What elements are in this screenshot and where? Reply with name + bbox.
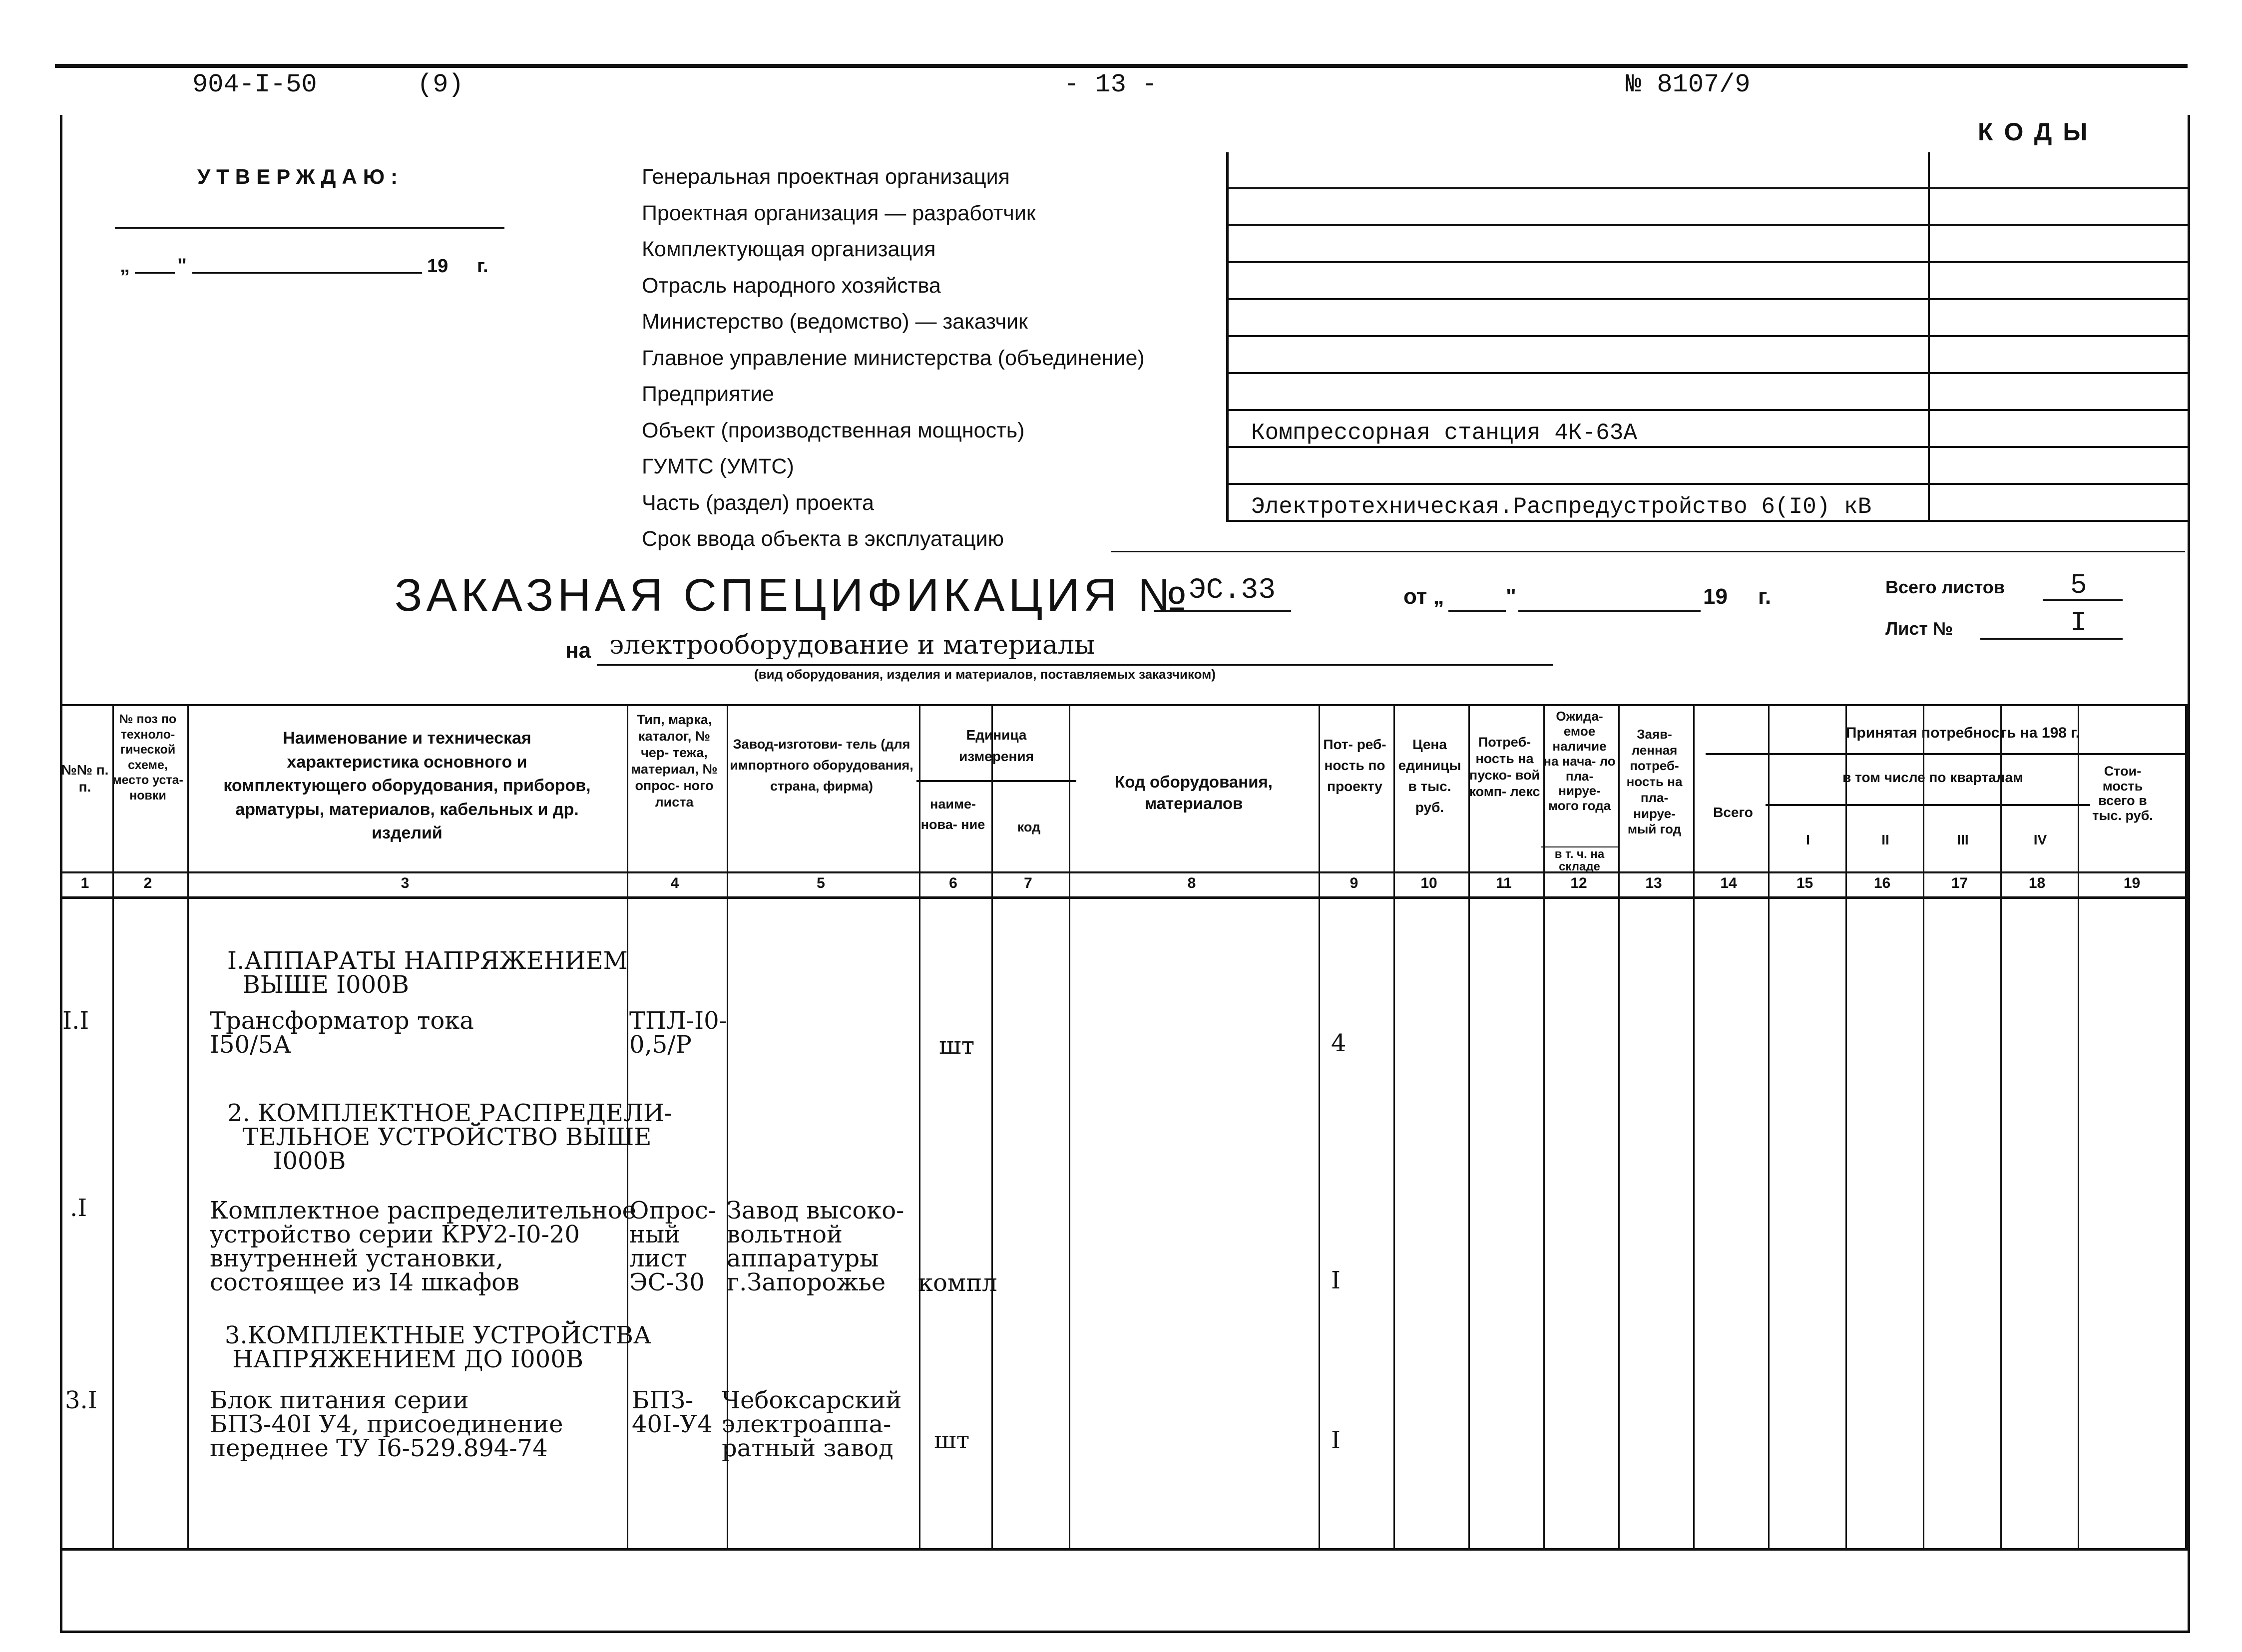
col-number: 14 xyxy=(1720,875,1737,891)
header-equipment-code: Код оборудования, материалов xyxy=(1115,773,1273,813)
approval-signature-line xyxy=(115,227,504,229)
col-number: 7 xyxy=(1024,875,1032,891)
header-row-number: №№ п. п. xyxy=(61,762,109,795)
date-quote-open: „ xyxy=(120,255,130,277)
col-number: 4 xyxy=(670,875,679,891)
page-number: - 13 - xyxy=(1064,70,1158,99)
header-name: Наименование и техническая характеристика основного и комплектующего оборудования, приборов, арматуры, материалов, кабельных и др. изделий xyxy=(223,729,591,843)
item-unit: шт xyxy=(934,1426,970,1454)
col-number: 15 xyxy=(1796,875,1813,891)
col-number: 8 xyxy=(1187,875,1196,891)
org-label: Объект (производственная мощность) xyxy=(642,418,1025,442)
col-number: 11 xyxy=(1496,875,1512,891)
spec-year-unit: г. xyxy=(1758,584,1772,609)
item-name: Блок питания серии БПЗ-40I У4, присоединение переднее ТУ I6-529.894-74 xyxy=(210,1386,563,1462)
header-total: Всего xyxy=(1713,805,1753,820)
commissioning-date-line xyxy=(1111,551,2185,552)
org-label: Отрасль народного хозяйства xyxy=(642,273,941,298)
item-type: Опрос- ный лист ЭС-30 xyxy=(629,1197,717,1296)
codes-row: Электротехническая.Распредустройство 6(I0) кВ xyxy=(1229,485,2188,522)
sheets-total: 5 xyxy=(2070,569,2087,601)
header-position: № поз по техноло- гической схеме, место уста- новки xyxy=(112,712,183,803)
spec-number-line xyxy=(1154,610,1291,612)
sheet-number-line xyxy=(1980,638,2123,640)
approval-year: 19 xyxy=(427,256,448,277)
accepted-group-line xyxy=(1706,753,2185,755)
org-label: Проектная организация — разработчик xyxy=(642,201,1036,225)
header-maker: Завод-изготови- тель (для импортного оборудования, страна, фирма) xyxy=(730,737,913,794)
from-quote: " xyxy=(1506,584,1516,609)
header-q4: IV xyxy=(2033,832,2047,847)
spec-subject: электрооборудование и материалы xyxy=(609,630,1095,660)
item-qty: 4 xyxy=(1331,1029,1346,1057)
header-startup-demand: Потреб- ность на пуско- вой комп- лекс xyxy=(1469,735,1540,799)
header-price: Цена единицы в тыс. руб. xyxy=(1398,737,1461,815)
header-declared-demand: Заяв- ленная потреб- ность на пла- нируе- мый год xyxy=(1626,727,1683,837)
item-qty: I xyxy=(1331,1266,1341,1294)
col-number: 16 xyxy=(1873,875,1891,891)
header-unit-group: Единица измерения xyxy=(959,727,1034,765)
org-label: Министерство (ведомство) — заказчик xyxy=(642,310,1028,334)
codes-row xyxy=(1229,263,2188,300)
item-qty: I xyxy=(1331,1426,1341,1454)
org-label: Главное управление министерства (объединение) xyxy=(642,346,1145,370)
codes-row xyxy=(1229,189,2188,226)
codes-row xyxy=(1229,337,2188,374)
spec-number: ЭС.33 xyxy=(1189,574,1276,607)
section-heading: I.АППАРАТЫ НАПРЯЖЕНИЕМ ВЫШЕ I000В xyxy=(227,947,628,999)
codes-block xyxy=(1226,152,2188,522)
org-label: ГУМТС (УМТС) xyxy=(642,454,794,478)
header-q3: III xyxy=(1957,832,1969,847)
item-type: БПЗ- 40I-У4 xyxy=(632,1386,713,1438)
sheet-ref: (9) xyxy=(417,70,464,99)
on-label: на xyxy=(565,638,591,663)
project-code: 904-I-50 xyxy=(192,70,317,99)
date-quote-close: " xyxy=(177,255,187,277)
col-number: 5 xyxy=(817,875,825,891)
spec-year: 19 xyxy=(1703,584,1728,609)
header-bottom-line xyxy=(60,871,2188,873)
codes-row xyxy=(1229,374,2188,411)
org-fields xyxy=(642,165,1226,563)
header-q2: II xyxy=(1881,832,1889,847)
org-label: Комплектующая организация xyxy=(642,237,936,261)
section-heading: 2. КОМПЛЕКТНОЕ РАСПРЕДЕЛИ- ТЕЛЬНОЕ УСТРОЙСТВО ВЫШЕ I000В xyxy=(227,1099,673,1175)
header-unit-code: код xyxy=(1017,820,1041,834)
col-number: 18 xyxy=(2028,875,2046,891)
org-label: Генеральная проектная организация xyxy=(642,165,1010,189)
header-expected-stock: Ожида- емое наличие на нача- ло пла- нируе- мого года xyxy=(1543,709,1616,814)
codes-title: КОДЫ xyxy=(1978,118,2099,146)
header-type: Тип, марка, каталог, № чер- тежа, материал, № опрос- ного листа xyxy=(631,712,718,810)
section-heading: 3.КОМПЛЕКТНЫЕ УСТРОЙСТВА НАПРЯЖЕНИЕМ ДО I000В xyxy=(225,1321,652,1373)
sheets-total-label: Всего листов xyxy=(1885,577,2005,597)
header-quarters-group: в том числе по кварталам xyxy=(1842,770,2023,785)
date-day-line xyxy=(135,272,175,274)
org-label: Часть (раздел) проекта xyxy=(642,490,874,515)
from-month-line xyxy=(1518,610,1701,612)
codes-row: Компрессорная станция 4К-63А xyxy=(1229,411,2188,448)
approval-title: УТВЕРЖДАЮ: xyxy=(197,165,404,188)
col-number: 1 xyxy=(80,875,89,891)
subject-line xyxy=(597,664,1553,666)
col-number: 9 xyxy=(1349,875,1358,891)
approval-year-unit: г. xyxy=(477,256,488,277)
item-maker: Чебоксарский электроаппа- ратный завод xyxy=(722,1386,902,1462)
header-q1: I xyxy=(1806,832,1810,847)
quarters-group-line xyxy=(1766,804,2090,806)
from-day-line xyxy=(1448,610,1506,612)
col-number: 2 xyxy=(143,875,152,891)
header-unit-name: наиме- нова- ние xyxy=(920,797,985,832)
codes-row xyxy=(1229,448,2188,485)
doc-number: № 8107/9 xyxy=(1626,70,1751,99)
codes-row xyxy=(1229,226,2188,263)
col-number: 19 xyxy=(2123,875,2141,891)
top-rule xyxy=(55,64,2188,68)
codes-row xyxy=(1229,300,2188,337)
col-number: 6 xyxy=(949,875,957,891)
col-number: 13 xyxy=(1645,875,1662,891)
item-name: Комплектное распределительное устройство серии КРУ2-I0-20 внутренней установки, состоящее из I4 шкафов xyxy=(210,1197,637,1296)
col-number: 3 xyxy=(401,875,410,891)
org-label: Срок ввода объекта в эксплуатацию xyxy=(642,527,1004,551)
codes-row xyxy=(1229,152,2188,189)
header-accepted-group: Принятая потребность на 198 г. xyxy=(1845,725,2080,741)
unit-group-line xyxy=(916,780,1076,782)
item-unit: шт xyxy=(939,1032,975,1060)
sheet-label: Лист № xyxy=(1885,618,1953,639)
sheet-number: I xyxy=(2070,607,2087,639)
from-label: от „ xyxy=(1403,584,1444,609)
item-type: ТПЛ-I0- 0,5/Р xyxy=(629,1007,727,1059)
subject-note: (вид оборудования, изделия и материалов, поставляемых заказчиком) xyxy=(754,667,1216,682)
row-number: .I xyxy=(70,1194,87,1222)
item-unit: компл xyxy=(918,1269,997,1297)
sheets-total-line xyxy=(2043,599,2123,601)
header-warehouse: в т. ч. на складе xyxy=(1554,847,1605,874)
item-maker: Завод высоко- вольтной аппаратуры г.Запорожье xyxy=(727,1197,904,1296)
row-number: I.I xyxy=(62,1007,89,1035)
col-number: 12 xyxy=(1570,875,1587,891)
column-numbers-line xyxy=(60,896,2188,899)
header-cost: Стои- мость всего в тыс. руб. xyxy=(2092,764,2153,824)
org-label: Предприятие xyxy=(642,382,775,406)
col-number: 10 xyxy=(1420,875,1437,891)
item-name: Трансформатор тока I50/5А xyxy=(210,1007,474,1059)
row-number: 3.I xyxy=(65,1386,97,1414)
date-month-line xyxy=(192,272,422,274)
col-number: 17 xyxy=(1951,875,1968,891)
header-demand: Пот- реб- ность по проекту xyxy=(1323,737,1386,794)
spec-title: ЗАКАЗНАЯ СПЕЦИФИКАЦИЯ № xyxy=(395,570,1191,621)
